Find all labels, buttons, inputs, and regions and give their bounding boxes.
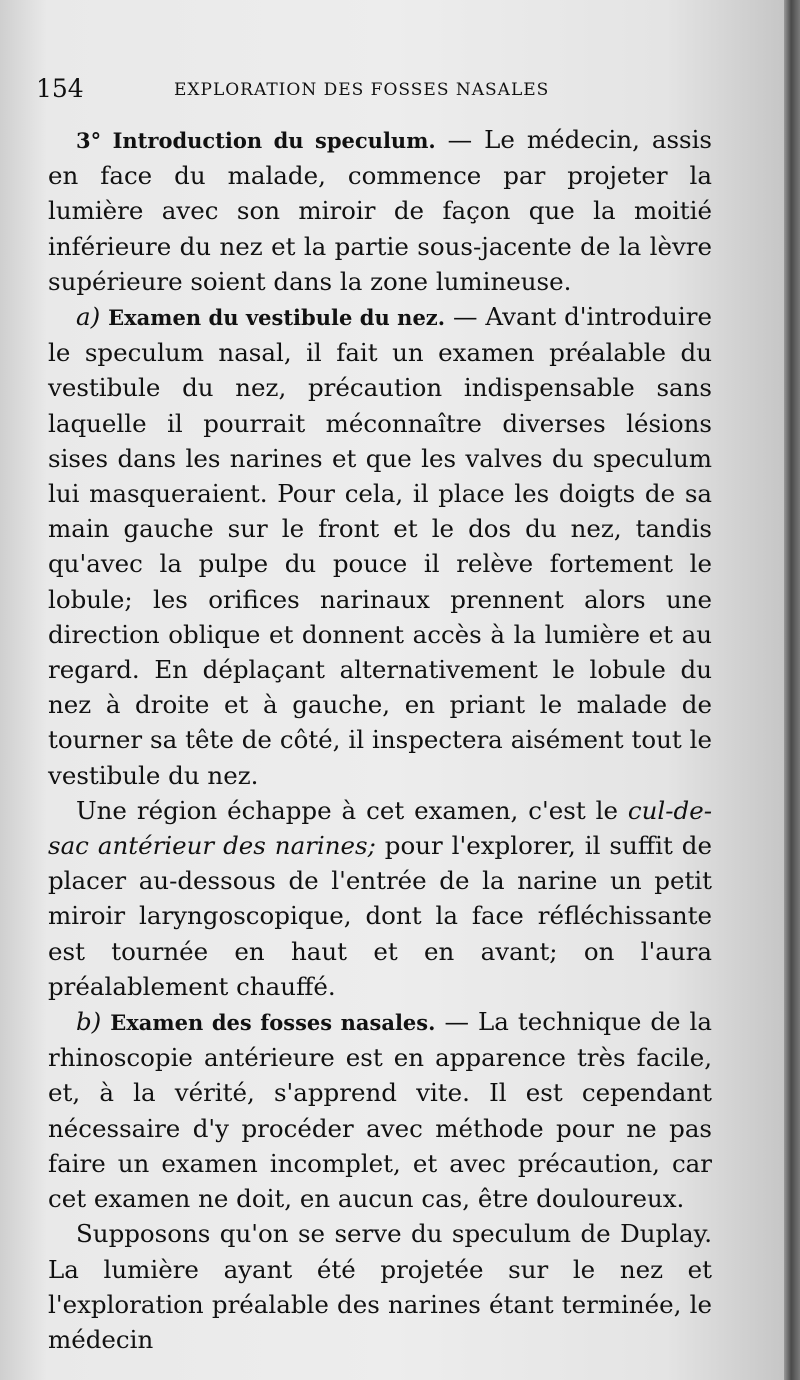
- section-3-heading: 3° Introduction du speculum.: [76, 128, 436, 153]
- section-3-text: — Le médecin, assis en face du malade, commence par projeter la lumière avec son miroir de façon que la moitié inférieure du nez et la partie sous-jacente de la lèvre supérieure soient dans la zone lumineuse.: [48, 125, 712, 296]
- part-a-paragraph: [48, 299, 712, 793]
- page-edge: [784, 0, 800, 1380]
- running-head: [36, 74, 726, 108]
- part-b-heading: Examen des fosses nasales.: [110, 1010, 436, 1036]
- region-text-after: pour l'explorer, il suffit de placer au-dessous de l'entrée de la narine un petit miroir laryngoscopique, dont la face réfléchissante est tournée en haut et en avant; on l'aura préalablement chauffé.: [48, 831, 712, 1001]
- part-a-letter: a): [76, 302, 101, 332]
- part-b-paragraph: [48, 1004, 712, 1216]
- region-text-before: Une région échappe à cet examen, c'est le: [76, 795, 628, 825]
- running-title: EXPLORATION DES FOSSES NASALES: [174, 80, 550, 100]
- part-a-heading: Examen du vestibule du nez.: [108, 305, 446, 331]
- part-b-text: — La technique de la rhinoscopie antérieure est en apparence très facile, et, à la vérité, s'apprend vite. Il est cependant nécessaire d'y procéder avec méthode pour ne pas faire un examen incomplet, et avec précaution, car cet examen ne doit, en aucun cas, être douloureux.: [48, 1007, 712, 1214]
- section-3-paragraph: [48, 122, 712, 299]
- region-italic-term: cul-de-sac antérieur des narines;: [48, 795, 712, 861]
- duplay-text: Supposons qu'on se serve du speculum de Duplay. La lumière ayant été projetée sur le nez et l'exploration préalable des narines étant terminée, le médecin: [48, 1219, 712, 1354]
- body-text: [48, 122, 712, 1357]
- duplay-paragraph: [48, 1216, 712, 1357]
- part-b-letter: b): [76, 1007, 102, 1037]
- page-number: 154: [36, 74, 84, 103]
- region-paragraph: [48, 793, 712, 1004]
- part-a-text: — Avant d'introduire le speculum nasal, il fait un examen préalable du vestibule du nez, précaution indispensable sans laquelle il pourrait méconnaître diverses lésions sises dans les narines et que les valves du speculum lui masqueraient. Pour cela, il place les doigts de sa main gauche sur le front et le dos du nez, tandis qu'avec la pulpe du pouce il relève fortement le lobule; les orifices narinaux prennent alors une direction oblique et donnent accès à la lumière et au regard. En déplaçant alternativement le lobule du nez à droite et à gauche, en priant le malade de tourner sa tête de côté, il inspectera aisément tout le vestibule du nez.: [48, 302, 712, 790]
